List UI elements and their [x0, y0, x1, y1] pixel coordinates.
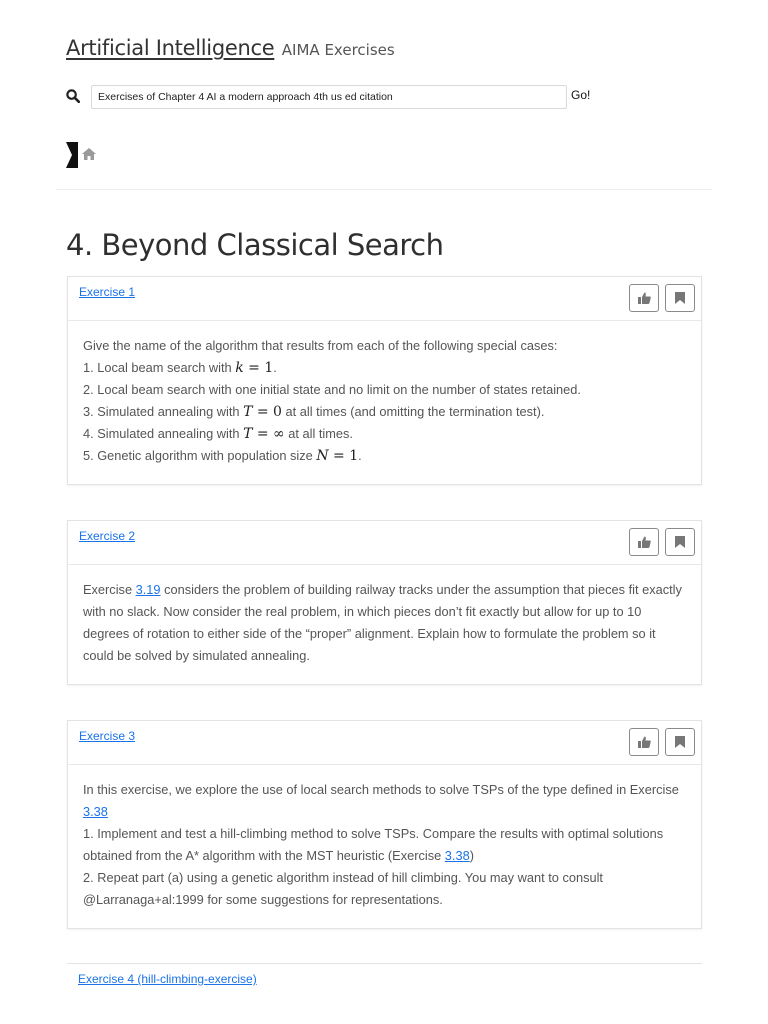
bookmark-icon — [675, 292, 685, 304]
site-title-link[interactable]: Artificial Intelligence — [66, 36, 275, 60]
site-header — [66, 36, 395, 60]
thumbs-up-icon — [638, 292, 651, 304]
go-button[interactable]: Go! — [571, 88, 591, 102]
like-button[interactable] — [629, 528, 659, 556]
chapter-title: 4. Beyond Classical Search — [66, 228, 444, 262]
exercise-card — [67, 720, 702, 929]
exercise-link[interactable]: Exercise 1 — [79, 285, 136, 299]
exercise-text-line: 2. Local beam search with one initial state and no limit on the number of states retained. — [83, 382, 581, 397]
bookmark-button[interactable] — [665, 284, 695, 312]
header-divider — [56, 189, 712, 190]
thumbs-up-icon — [638, 536, 651, 548]
exercise-card-header — [67, 963, 702, 1004]
exercise-text-line: Give the name of the algorithm that results from each of the following special cases: — [83, 338, 558, 353]
search-icon — [66, 89, 80, 103]
exercise-link[interactable]: Exercise 3 — [79, 729, 136, 743]
thumbs-up-icon — [638, 736, 651, 748]
exercise-body — [68, 765, 701, 928]
exercise-card-header — [68, 721, 701, 765]
exercise-body — [68, 565, 701, 684]
bookmark-button[interactable] — [665, 728, 695, 756]
bookmark-ribbon-icon[interactable] — [66, 142, 80, 168]
like-button[interactable] — [629, 728, 659, 756]
home-icon[interactable] — [82, 148, 96, 160]
exercise-text: In this exercise, we explore the use of local search methods to solve TSPs of the type defined in Exercise 3.38 — [83, 782, 679, 819]
exercise-text: Exercise 3.19 considers the problem of building railway tracks under the assumption that pieces fit exactly with no slack. Now consider the real problem, in which pieces don’t fit exactly but allow for up to 10 degrees of rotation to either side of the “proper” alignment. Explain how to formulate the problem so it could be solved by simulated annealing. — [83, 582, 682, 663]
exercise-link[interactable]: Exercise 2 — [79, 529, 136, 543]
exercise-card-header — [68, 277, 701, 321]
exercise-card — [67, 276, 702, 485]
exercise-text: 2. Repeat part (a) using a genetic algorithm instead of hill climbing. You may want to consult @Larranaga+al:1999 for some suggestions for representations. — [83, 870, 603, 907]
like-button[interactable] — [629, 284, 659, 312]
exercise-card — [67, 520, 702, 685]
bookmark-button[interactable] — [665, 528, 695, 556]
exercise-text-line: 4. Simulated annealing with T = ∞ at all times. — [83, 426, 353, 442]
exercise-text-line: 1. Local beam search with k = 1. — [83, 360, 277, 376]
bookmark-icon — [675, 536, 685, 548]
exercise-body — [68, 321, 701, 484]
site-subtitle: AIMA Exercises — [281, 41, 395, 59]
exercise-text-line: 5. Genetic algorithm with population size N = 1. — [83, 448, 362, 464]
bookmark-icon — [675, 736, 685, 748]
exercise-link[interactable]: Exercise 4 (hill-climbing-exercise) — [78, 972, 257, 986]
exercise-ref-link[interactable]: 3.19 — [135, 582, 161, 597]
exercise-text-line: 3. Simulated annealing with T = 0 at all times (and omitting the termination test). — [83, 404, 545, 420]
search-input[interactable] — [91, 85, 567, 109]
exercise-ref-link[interactable]: 3.38 — [444, 848, 470, 863]
exercise-ref-link[interactable]: 3.38 — [83, 804, 108, 819]
search-bar — [66, 85, 626, 109]
exercise-text: 1. Implement and test a hill-climbing method to solve TSPs. Compare the results with optimal solutions obtained from the A* algorithm with the MST heuristic (Exercise 3.38) — [83, 826, 664, 863]
exercise-card-header — [68, 521, 701, 565]
